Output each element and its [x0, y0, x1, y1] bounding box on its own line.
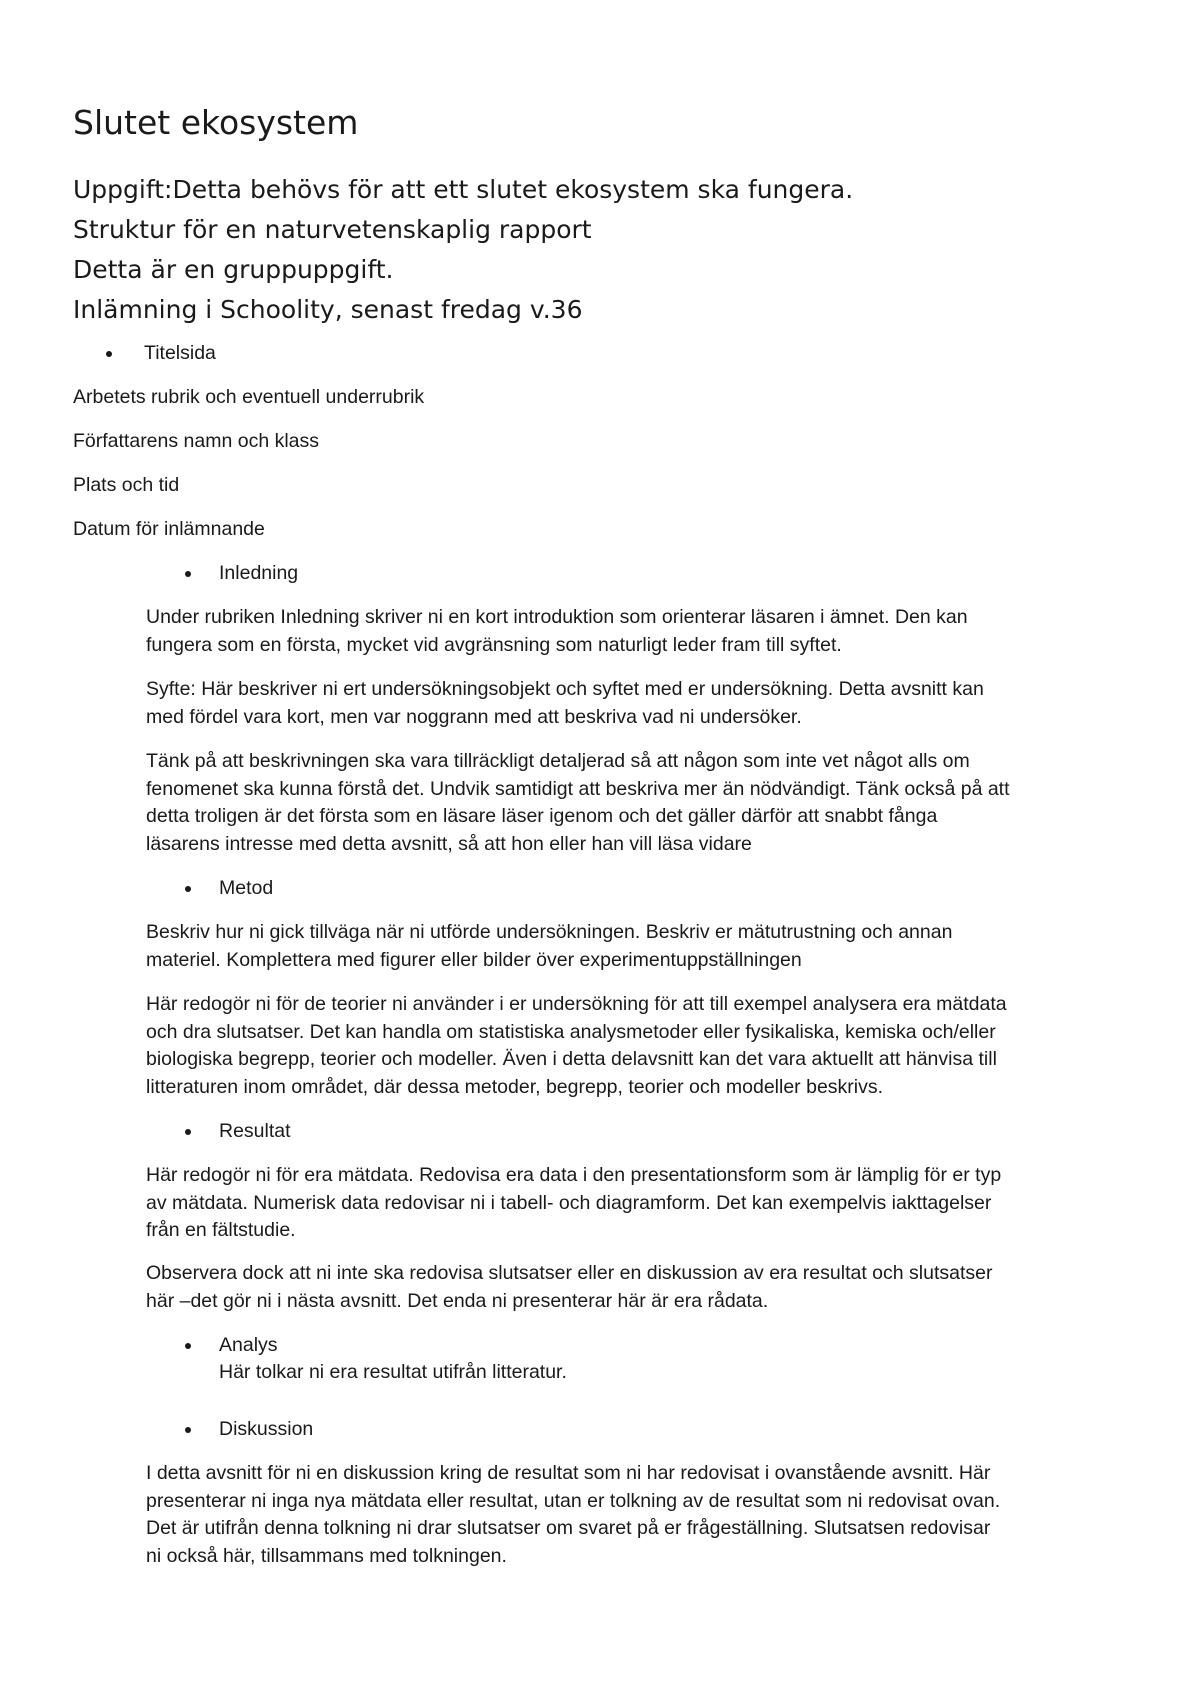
titelsida-item: Datum för inlämnande: [73, 518, 265, 540]
text-line: biologiska begrepp, teorier och modeller. Även i detta delavsnitt kan det vara aktuellt att hänvisa till: [146, 1048, 997, 1070]
bullet-label: Titelsida: [144, 342, 216, 364]
text-line: detta troligen är det första som en läsare läser igenom och det gäller därför att snabbt fånga: [146, 805, 938, 827]
bullet-dot: [185, 886, 191, 892]
text-line: I detta avsnitt för ni en diskussion kring de resultat som ni har redovisat i ovanstående avsnitt. Här: [146, 1462, 991, 1484]
text-line: här –det gör ni i nästa avsnitt. Det enda ni presenterar här är era rådata.: [146, 1289, 769, 1312]
text-line: med fördel vara kort, men var noggrann med att beskriva vad ni undersöker.: [146, 705, 802, 728]
bullet-label: Resultat: [219, 1120, 291, 1142]
bullet-dot: [106, 351, 112, 357]
analys-text: Här tolkar ni era resultat utifrån litteratur.: [219, 1361, 567, 1383]
teori-paragraph: [146, 991, 1136, 1101]
bullet-dot: [185, 1427, 191, 1433]
text-line: Observera dock att ni inte ska redovisa slutsatser eller en diskussion av era resultat och slutsatser: [146, 1262, 993, 1284]
text-line: läsarens intresse med detta avsnitt, så att hon eller han vill läsa vidare: [146, 832, 752, 855]
text-line: Här redogör ni för era mätdata. Redovisa era data i den presentationsform som är lämplig för er typ: [146, 1164, 1002, 1186]
text-line: Beskriv hur ni gick tillväga när ni utförde undersökningen. Beskriv er mätutrustning och annan: [146, 921, 953, 943]
text-line: ni också här, tillsammans med tolkningen.: [146, 1544, 507, 1567]
bullet-label: Inledning: [219, 562, 299, 584]
diskussion-paragraph: [146, 1460, 1136, 1570]
inledning-detail-paragraph: [146, 748, 1136, 858]
titelsida-item: Plats och tid: [73, 474, 180, 496]
task-line: Uppgift:Detta behövs för att ett slutet ekosystem ska fungera.: [73, 175, 854, 204]
text-line: fenomenet ska kunna förstå det. Undvik samtidigt att beskriva mer än nödvändigt. Tänk också på att: [146, 777, 1010, 800]
document-title: Slutet ekosystem: [73, 103, 359, 142]
text-line: materiel. Komplettera med figurer eller bilder över experimentuppställningen: [146, 948, 802, 971]
structure-line: Struktur för en naturvetenskaplig rapport: [73, 215, 592, 244]
text-line: litteraturen inom området, där dessa metoder, begrepp, teorier och modeller beskrivs.: [146, 1075, 884, 1098]
text-line: Det är utifrån denna tolkning ni drar slutsatser om svaret på er frågeställning. Slutsatsen redovisar: [146, 1517, 991, 1539]
text-line: från en fältstudie.: [146, 1219, 296, 1241]
bullet-label: Metod: [219, 877, 274, 899]
text-line: Syfte: Här beskriver ni ert undersökningsobjekt och syftet med er undersökning. Detta avsnitt kan: [146, 678, 984, 700]
text-line: och dra slutsatser. Det kan handla om statistiska analysmetoder eller fysikaliska, kemiska och/eller: [146, 1020, 996, 1043]
text-line: presenterar ni inga nya mätdata eller resultat, utan er tolkning av de resultat som ni redovisat ovan.: [146, 1489, 1001, 1512]
observera-paragraph: [146, 1260, 1136, 1315]
inledning-paragraph: [146, 604, 1136, 659]
titelsida-item: Författarens namn och klass: [73, 430, 320, 452]
bullet-dot: [185, 1129, 191, 1135]
syfte-paragraph: [146, 676, 1136, 731]
text-line: Under rubriken Inledning skriver ni en kort introduktion som orienterar läsaren i ämnet. Den kan: [146, 606, 968, 628]
submission-line: Inlämning i Schoolity, senast fredag v.36: [73, 295, 583, 324]
metod-paragraph: [146, 919, 1136, 974]
text-line: Här redogör ni för de teorier ni använder i er undersökning för att till exempel analysera era mätdata: [146, 993, 1007, 1015]
bullet-label: Analys: [219, 1334, 278, 1356]
text-line: av mätdata. Numerisk data redovisar ni i tabell- och diagramform. Det kan exempelvis iakttagelser: [146, 1191, 992, 1214]
group-task-line: Detta är en gruppuppgift.: [73, 255, 394, 284]
bullet-label: Diskussion: [219, 1418, 314, 1440]
titelsida-item: Arbetets rubrik och eventuell underrubrik: [73, 386, 425, 408]
resultat-paragraph: [146, 1162, 1136, 1245]
bullet-dot: [185, 1343, 191, 1349]
text-line: fungera som en första, mycket vid avgränsning som naturligt leder fram till syftet.: [146, 633, 842, 656]
bullet-dot: [185, 571, 191, 577]
text-line: Tänk på att beskrivningen ska vara tillräckligt detaljerad så att någon som inte vet något alls om: [146, 750, 970, 772]
